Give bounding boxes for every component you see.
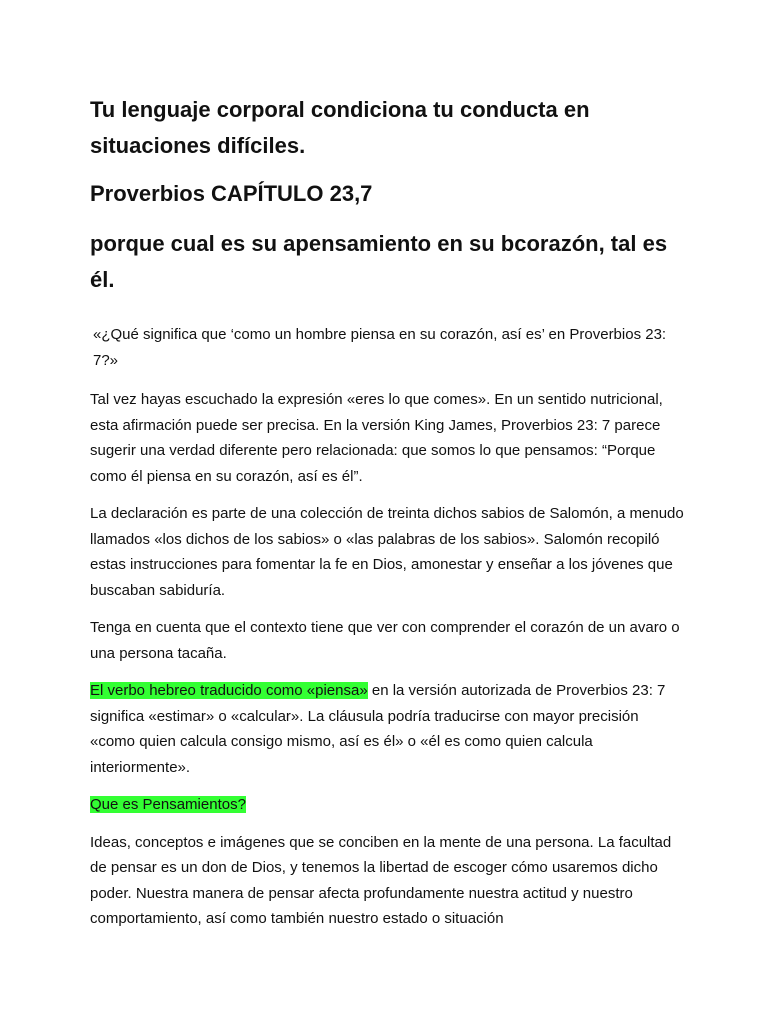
subheading: Que es Pensamientos? — [90, 796, 246, 813]
question-paragraph: «¿Qué significa que ‘como un hombre piensa en su corazón, así es’ en Proverbios 23: 7?» — [93, 326, 667, 369]
chapter-heading: Proverbios CAPÍTULO 23,7 — [90, 181, 373, 206]
highlighted-phrase: El verbo hebreo traducido como «piensa» — [90, 682, 368, 699]
paragraph-4-text: en la versión autorizada de Proverbios 23: 7 significa «estimar» o «calcular». La cláusula podría traducirse con mayor precisión «como quien calcula consigo mismo, así es él» o «él es como quien calcula interiormente». — [90, 682, 666, 776]
paragraph-4 — [90, 678, 686, 780]
paragraph-5: Ideas, conceptos e imágenes que se conciben en la mente de una persona. La facultad de pensar es un don de Dios, y tenemos la libertad de escoger cómo usaremos dicho poder. Nuestra manera de pensar afecta profundamente nuestra actitud y nuestro comportamiento, así como también nuestro estado o situación — [90, 833, 672, 927]
paragraph-3: Tenga en cuenta que el contexto tiene que ver con comprender el corazón de un avaro o una persona tacaña. — [90, 619, 680, 662]
document-title: Tu lenguaje corporal condiciona tu conducta en situaciones difíciles. — [90, 97, 590, 158]
verse-heading: porque cual es su apensamiento en su bcorazón, tal es él. — [90, 231, 668, 292]
paragraph-2: La declaración es parte de una colección de treinta dichos sabios de Salomón, a menudo llamados «los dichos de los sabios» o «las palabras de los sabios». Salomón recopiló estas instrucciones para fomentar la fe en Dios, amonestar y enseñar a los jóvenes que buscaban sabiduría. — [90, 505, 684, 599]
paragraph-1: Tal vez hayas escuchado la expresión «eres lo que comes». En un sentido nutricional, esta afirmación puede ser precisa. En la versión King James, Proverbios 23: 7 parece sugerir una verdad diferente pero relacionada: que somos lo que pensamos: “Porque como él piensa en su corazón, así es él”. — [90, 391, 663, 485]
document-page — [90, 92, 686, 944]
subheading-paragraph — [90, 792, 686, 818]
